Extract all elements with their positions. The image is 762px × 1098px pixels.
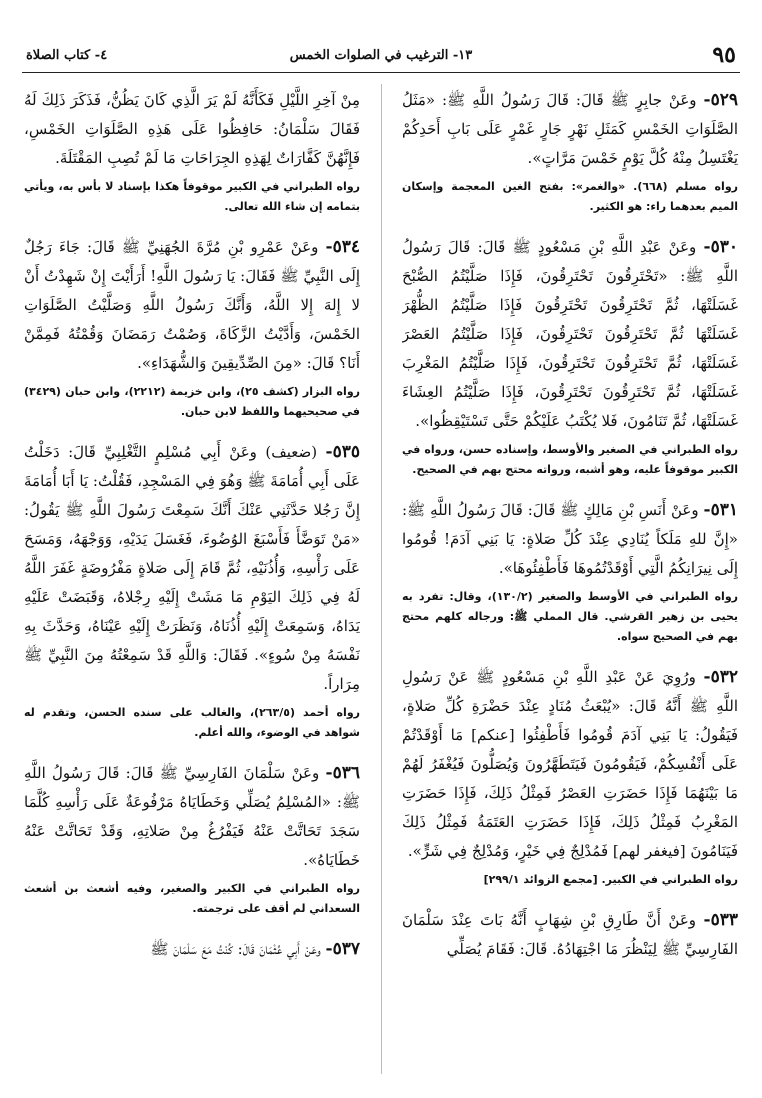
hadith-paragraph <box>402 496 738 583</box>
hadith-paragraph <box>24 233 360 378</box>
hadith-text: وعَنْ أَبِي عُثْمَانَ قَالَ: كُنْتُ مَعَ سَلْمَانَ ﷺ <box>150 940 321 958</box>
book-title: ٤- كتاب الصلاة <box>26 48 108 63</box>
hadith-paragraph <box>402 906 738 964</box>
source-note: رواه الطبراني في الكبير موقوفاً هكذا بإسناد لا بأس به، ويأتي بتمامه إن شاء الله تعالى. <box>24 180 360 213</box>
right-column <box>402 86 738 1076</box>
hadith-number: ٥٣٥- <box>325 442 360 462</box>
hadith-text: وعَنْ عَمْرِو بْنِ مُرَّةَ الجُهَنِيِّ ﷺ قَالَ: جَاءَ رَجُلٌ إِلَى النَّبِيِّ ﷺ فَقَالَ: يَا رَسُولَ اللَّهِ! أَرَأَيْتَ إِنْ شَهِدْتُ أَنْ لا إِلهَ إِلا اللَّهُ، وَأَنَّكَ رَسُولُ اللَّهِ وَصَلَّيْتُ الصَّلَوَاتِ الخَمْسَ، وَأَدَّيْتُ الزَّكَاةَ، وَصُمْتُ رَمَضَانَ وَقُمْتُهُ فَمِمَّنْ أَنَا؟ قَالَ: «مِنَ الصِّدِّيقِينَ وَالشُّهَدَاءِ». <box>24 238 360 372</box>
source-note: رواه الطبراني في الكبير. [مجمع الزوائد ٢٩٩/١] <box>483 873 738 886</box>
source-note: رواه مسلم (٦٦٨). «والغمر»: بفتح الغين المعجمة وإسكان الميم بعدهما راء: هو الكثير. <box>402 180 738 213</box>
hadith-paragraph <box>402 233 738 436</box>
hadith-number: ٥٣٧- <box>325 939 360 959</box>
hadith-text: وعَنْ أَنَّ طَارِقِ بْنِ شِهَابٍ أَنَّهُ بَاتَ عِنْدَ سَلْمَانَ الفَارِسِيِّ ﷺ لِيَنْظُرَ مَا اجْتِهَادُهُ. قَالَ: فَقَامَ يُصَلِّي <box>402 911 738 958</box>
hadith-number: ٥٣٢- <box>703 667 738 687</box>
hadith-text: مِنْ آخِرِ اللَّيْلِ فَكَأَنَّهُ لَمْ يَرَ الَّذِي كَانَ يَظُنُّ، فَذَكَرَ ذَلِكَ لَهُ فَقَالَ سَلْمَانُ: حَافِظُوا عَلَى هَذِهِ الصَّلَوَاتِ الخَمْسِ، فَإِنَّهُنَّ كَفَّارَاتٌ لِهَذِهِ الجِرَاحَاتِ مَا لَمْ تُصِبِ المَقْتَلَةَ. <box>24 91 360 167</box>
hadith-text: وعَنْ أَنَسِ بْنِ مَالِكٍ ﷺ قَالَ: قَالَ رَسُولُ اللَّهِ ﷺ: «إِنَّ للهِ مَلَكاً يُنَادِي عِنْدَ كُلِّ صَلاةٍ: يَا بَنِي آدَمَ! قُومُوا إِلَى نِيرَانِكُمُ الَّتِي أَوْقَدْتُمُوهَا فَأَطْفِئُوهَا». <box>402 501 738 577</box>
hadith-number: ٥٣٠- <box>703 237 738 257</box>
hadith-number: ٥٣٦- <box>325 763 360 783</box>
page-number: ٩٥ <box>712 42 736 68</box>
hadith-paragraph <box>24 86 360 173</box>
source-note: رواه أحمد (٢٦٣/٥)، والغالب على سنده الحسن، وتقدم له شواهد في الوضوء، والله أعلم. <box>24 706 360 739</box>
hadith-number: ٥٢٩- <box>703 90 738 110</box>
hadith-paragraph <box>24 438 360 699</box>
hadith-number: ٥٣٤- <box>325 237 360 257</box>
hadith-number: ٥٣٣- <box>703 910 738 930</box>
source-note: رواه الطبراني في الصغير والأوسط، وإسناده حسن، ورواه في الكبير موقوفاً عليه، وهو أشبه، ورواته محتج بهم في الصحيح. <box>402 443 738 476</box>
hadith-text: وعَنْ جابِرٍ ﷺ قَالَ: قَالَ رَسُولُ اللَّهِ ﷺ: «مَثَلُ الصَّلَوَاتِ الخَمْسِ كَمَثَلِ نَهْرٍ جَارٍ غَمْرٍ عَلَى بَابِ أَحَدِكُمْ يَغْتَسِلُ مِنْهُ كُلَّ يَوْمٍ خَمْسَ مَرَّاتٍ». <box>402 91 738 167</box>
hadith-text: وعَنْ سَلْمَانَ الفَارِسِيِّ ﷺ قَالَ: قَالَ رَسُولُ اللَّهِ ﷺ: «المُسْلِمُ يُصَلِّي وَخَطَايَاهُ مَرْفُوعَةٌ عَلَى رَأْسِهِ كُلَّمَا سَجَدَ تَحَاتَّتْ عَنْهُ فَيَفْرُغُ مِنْ صَلاتِهِ، وَقَدْ تَحَاتَّتْ عَنْهُ خَطَايَاهُ». <box>24 764 360 869</box>
column-divider <box>381 84 382 1074</box>
source-note: رواه البزار (كشف ٢٥)، وابن خزيمة (٢٢١٢)، وابن حبان (٣٤٢٩) في صحيحيهما واللفظ لابن حبان. <box>24 385 360 418</box>
hadith-paragraph <box>24 759 360 875</box>
left-column <box>24 86 360 1076</box>
chapter-title: ١٣- الترغيب في الصلوات الخمس <box>289 48 473 63</box>
source-note: رواه الطبراني في الكبير والصغير، وفيه أشعث بن أشعث السعداني لم أقف على ترجمته. <box>24 882 360 915</box>
hadith-text: ورُوِيَ عَنْ عَبْدِ اللَّهِ بْنِ مَسْعُودٍ ﷺ عَنْ رَسُولِ اللَّهِ ﷺ أَنَّهُ قَالَ: «يُبْعَثُ مُنَادٍ عِنْدَ حَضْرَةِ كُلِّ صَلاةٍ، فَيَقُولُ: يَا بَنِي آدَمَ قُومُوا فَأَطْفِئُوا [عنكم] مَا أَوْقَدْتُمْ عَلَى أَنْفُسِكُمْ، فَيَقُومُونَ فَيَتَطَهَّرُونَ وَيُصَلُّونَ فَيُغْفَرُ لَهُمْ مَا بَيْنَهُمَا فَإِذَا حَضَرَتِ العَصْرُ فَمِثْلُ ذَلِكَ، فَإِذَا حَضَرَتِ المَغْرِبُ فَمِثْلُ ذَلِكَ، فَإِذَا حَضَرَتِ العَتَمَةُ فَمِثْلُ ذَلِكَ فَيَنَامُونَ [فيغفر لهم] فَمُدْلِجٌ فِي خَيْرٍ، وَمُدْلِجٌ فِي شَرٍّ». <box>402 668 738 860</box>
source-note: رواه الطبراني في الأوسط والصغير (١٣٠/٢)، وقال: تفرد به يحيى بن زهير القرشي. قال المملي ﷺ: ورجاله كلهم محتج بهم في الصحيح سواه. <box>402 590 738 643</box>
hadith-paragraph <box>402 86 738 173</box>
hadith-text: (ضعيف) وعَنْ أَبِي مُسْلِمٍ التَّغْلِبِيِّ قَالَ: دَخَلْتُ عَلَى أَبِي أُمَامَةَ ﷺ وَهُوَ فِي المَسْجِدِ، فَقُلْتُ: يَا أَبَا أُمَامَةَ إِنَّ رَجُلا حَدَّثَنِي عَنْكَ أَنَّكَ سَمِعْتَ رَسُولَ اللَّهِ ﷺ يَقُولُ: «مَنْ تَوَضَّأَ فَأَسْبَغَ الوُضُوءَ، فَغَسَلَ يَدَيْهِ، وَوَجْهَهُ، وَمَسَحَ عَلَى رَأْسِهِ، وَأُذُنَيْهِ، ثُمَّ قَامَ إِلَى صَلاةٍ مَفْرُوضَةٍ غَفَرَ اللَّهُ لَهُ فِي ذَلِكَ اليَوْمِ مَا مَشَتْ إِلَيْهِ رِجْلاهُ، وَقَبَضَتْ عَلَيْهِ يَدَاهُ، وَسَمِعَتْ إِلَيْهِ أُذُنَاهُ، وَنَظَرَتْ إِلَيْهِ عَيْنَاهُ، وَحَدَّثَ بِهِ نَفْسَهُ مِنْ سُوءٍ». فَقَالَ: وَاللَّهِ قَدْ سَمِعْتُهُ مِنَ النَّبِيِّ ﷺ مِرَاراً. <box>24 443 360 693</box>
hadith-paragraph <box>402 663 738 866</box>
hadith-number: ٥٣١- <box>703 500 738 520</box>
hadith-text: وعَنْ عَبْدِ اللَّهِ بْنِ مَسْعُودٍ ﷺ قَالَ: قَالَ رَسُولُ اللَّهِ ﷺ: «تَحْتَرِقُونَ تَحْتَرِقُونَ، فَإِذَا صَلَّيْتُمُ الصُّبْحَ غَسَلَتْهَا، ثُمَّ تَحْتَرِقُونَ تَحْتَرِقُونَ فَإِذَا صَلَّيْتُمُ الظُّهْرَ غَسَلَتْهَا ثُمَّ تَحْتَرِقُونَ تَحْتَرِقُونَ، فَإِذَا صَلَّيْتُمُ العَصْرَ غَسَلَتْهَا، ثُمَّ تَحْتَرِقُونَ تَحْتَرِقُونَ، فَإِذَا صَلَّيْتُمُ المَغْرِبَ غَسَلَتْهَا، ثُمَّ تَحْتَرِقُونَ تَحْتَرِقُونَ، فَإِذَا صَلَّيْتُمُ العِشَاءَ غَسَلَتْهَا، ثُمَّ تَنَامُونَ، فَلا يُكْتَبُ عَلَيْكُمْ حَتَّى تَسْتَيْقِظُوا». <box>402 238 738 430</box>
page-header <box>22 44 740 73</box>
hadith-paragraph <box>24 935 360 964</box>
